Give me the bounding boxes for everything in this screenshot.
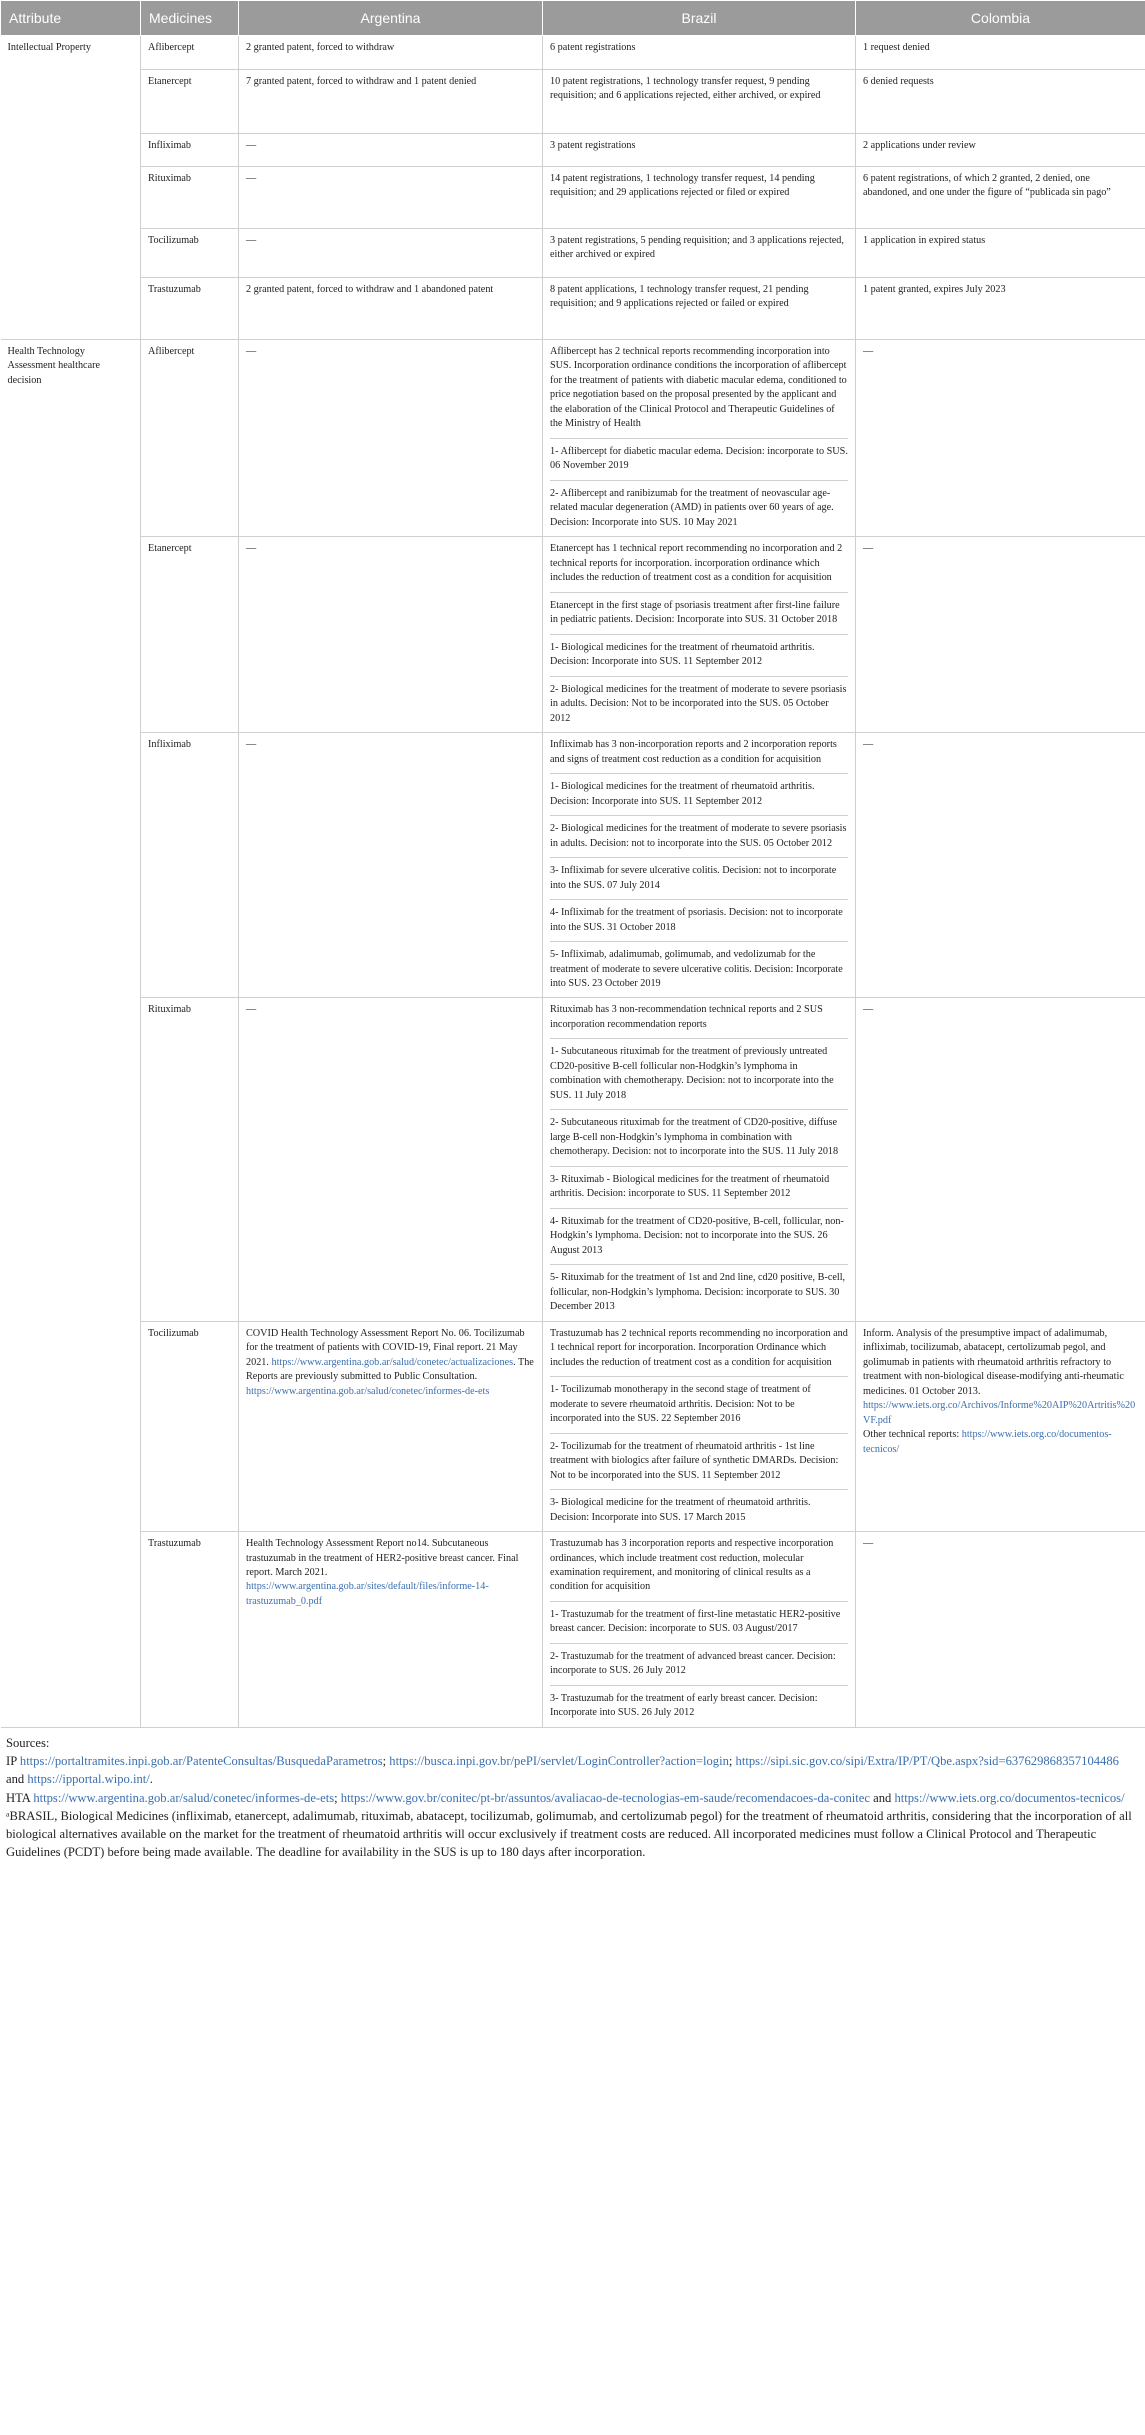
sources-ip-link[interactable]: https://busca.inpi.gov.br/pePI/servlet/LoginController?action=login (389, 1754, 729, 1769)
table-row (1, 167, 1145, 229)
argentina-report-link[interactable]: https://www.argentina.gob.ar/sites/default/files/informe-14-trastuzumab_0.pdf (246, 1581, 489, 1607)
brazil-report: 2- Aflibercept and ranibizumab for the treatment of neovascular age-related macular degeneration (AMD) in patients over 60 years of age. Decision: Incorporate into SUS. 10 May 2021 (550, 480, 848, 536)
brazil-report: Etanercept has 1 technical report recommending no incorporation and 2 technical reports for incorporation. incorporation ordinance which includes the reduction of treatment cost as a condition for acquisition (550, 543, 843, 584)
brazil-cell (543, 733, 856, 998)
argentina-report-link[interactable]: https://www.argentina.gob.ar/salud/conetec/actualizaciones (271, 1356, 514, 1368)
brazil-report: 2- Tocilizumab for the treatment of rheumatoid arthritis - 1st line treatment with biologics after failure of synthetic DMARDs. Decision: Not to be incorporated into the SUS. 11 September 2012 (550, 1433, 848, 1489)
brazil-report: 1- Biological medicines for the treatment of rheumatoid arthritis. Decision: Incorporate into SUS. 11 September 2012 (550, 634, 848, 676)
table-row (1, 229, 1145, 278)
medicine-cell: Rituximab (141, 167, 239, 229)
header-colombia: Colombia (856, 1, 1145, 36)
argentina-report-text: COVID Health Technology Assessment Report No. 06. Tocilizumab for the treatment of patients with COVID-19, Final report. 21 May 2021. (246, 1327, 525, 1368)
colombia-cell: 6 patent registrations, of which 2 granted, 2 denied, one abandoned, and one under the figure of “publicada sin pago” (856, 167, 1145, 229)
medicine-cell: Etanercept (141, 537, 239, 733)
medicine-cell: Rituximab (141, 998, 239, 1321)
sources-ip-link[interactable]: https://ipportal.wipo.int/ (27, 1772, 150, 1787)
colombia-cell: — (856, 1532, 1145, 1728)
separator-text: ; (382, 1754, 390, 1769)
medicine-cell: Trastuzumab (141, 1532, 239, 1728)
colombia-cell: — (856, 537, 1145, 733)
footnote: ᵃBRASIL, Biological Medicines (infliximab, etanercept, adalimumab, rituximab, abatacept, tocilizumab, golimumab, and certolizumab pegol) for the treatment of rheumatoid arthritis, considering that the incorporation of all biological alternatives available on the market for the treatment of rheumatoid arthritis will occur exclusively if treatment costs are reduced. All incorporated medicines must follow a Clinical Protocol and Therapeutic Guidelines (PCDT) before being made available. The deadline for availability in the SUS is up to 180 days after incorporation. (6, 1808, 1132, 1860)
table-row (1, 733, 1145, 998)
brazil-cell: 8 patent applications, 1 technology transfer request, 21 pending requisition; and 9 applications rejected or failed or expired (543, 278, 856, 340)
separator-text: ; (728, 1754, 736, 1769)
colombia-report-link[interactable]: https://www.iets.org.co/Archivos/Informe%20AIP%20Artritis%20VF.pdf (863, 1400, 1136, 1426)
colombia-report-link[interactable]: https://www.iets.org.co/documentos-tecnicos/ (863, 1429, 1112, 1455)
brazil-cell (543, 998, 856, 1321)
separator-text: and (869, 1790, 895, 1805)
brazil-report: Trastuzumab has 3 incorporation reports and respective incorporation ordinances, which include treatment cost reduction, molecular examination requirement, and monitoring of clinical results as a condition for acquisition (550, 1538, 834, 1593)
brazil-report: Rituximab has 3 non-recommendation technical reports and 2 SUS incorporation recommendation reports (550, 1004, 823, 1030)
brazil-cell (543, 537, 856, 733)
brazil-report: 4- Rituximab for the treatment of CD20-positive, B-cell, follicular, non-Hodgkin’s lymphoma. Decision: not to incorporate into the SUS. 26 August 2013 (550, 1208, 848, 1264)
argentina-cell: — (239, 229, 543, 278)
table-header-row (1, 1, 1145, 36)
brazil-report: 2- Biological medicines for the treatment of moderate to severe psoriasis in adults. Decision: Not to be incorporated into the SUS. 05 October 2012 (550, 676, 848, 732)
argentina-report-text: Health Technology Assessment Report no14. Subcutaneous trastuzumab in the treatment of HER2-positive breast cancer. Final report. March 2021. (246, 1538, 519, 1578)
brazil-report: Etanercept in the first stage of psoriasis treatment after first-line failure in pediatric patients. Decision: Incorporate into SUS. 31 October 2018 (550, 592, 848, 634)
separator-text: ; (334, 1790, 341, 1805)
brazil-report: 3- Biological medicine for the treatment of rheumatoid arthritis. Decision: Incorporate into SUS. 17 March 2015 (550, 1489, 848, 1531)
argentina-cell: — (239, 733, 543, 998)
argentina-report-text: . The Reports are previously submitted to Public Consultation. (246, 1356, 534, 1383)
header-attribute: Attribute (1, 1, 141, 36)
brazil-report: 5- Rituximab for the treatment of 1st and 2nd line, cd20 positive, B-cell, follicular, non-Hodgkin’s lymphoma. Decision: incorporate to SUS. 30 December 2013 (550, 1264, 848, 1320)
argentina-cell: 2 granted patent, forced to withdraw (239, 36, 543, 70)
brazil-cell: 14 patent registrations, 1 technology transfer request, 14 pending requisition; and 29 applications rejected or filed or expired (543, 167, 856, 229)
colombia-cell: — (856, 998, 1145, 1321)
brazil-report: 1- Biological medicines for the treatment of rheumatoid arthritis. Decision: Incorporate into SUS. 11 September 2012 (550, 773, 848, 815)
medicine-cell: Etanercept (141, 70, 239, 134)
brazil-report: 1- Tocilizumab monotherapy in the second stage of treatment of moderate to severe rheumatoid arthritis. Decision: Not to be incorporated into the SUS. 22 September 2016 (550, 1376, 848, 1432)
brazil-report: Trastuzumab has 2 technical reports recommending no incorporation and 1 technical report for incorporation. Incorporation Ordinance which includes the reduction of treatment cost as a condition for acquisition (550, 1327, 848, 1368)
sources-hta (6, 1789, 1139, 1807)
table-row (1, 537, 1145, 733)
brazil-cell: 3 patent registrations (543, 134, 856, 167)
medicine-cell: Tocilizumab (141, 229, 239, 278)
brazil-report: 1- Aflibercept for diabetic macular edema. Decision: incorporate to SUS. 06 November 2019 (550, 438, 848, 480)
argentina-cell: — (239, 134, 543, 167)
table-row (1, 134, 1145, 167)
medicine-cell: Infliximab (141, 733, 239, 998)
separator-text: . (149, 1772, 153, 1787)
brazil-report: 2- Biological medicines for the treatment of moderate to severe psoriasis in adults. Decision: not to incorporate into the SUS. 05 October 2012 (550, 815, 848, 857)
header-argentina: Argentina (239, 1, 543, 36)
brazil-report: 1- Trastuzumab for the treatment of first-line metastatic HER2-positive breast cancer. Decision: incorporate to SUS. 03 August/2017 (550, 1601, 848, 1643)
table-row (1, 340, 1145, 537)
header-medicines: Medicines (141, 1, 239, 36)
header-brazil: Brazil (543, 1, 856, 36)
brazil-report: 3- Infliximab for severe ulcerative colitis. Decision: not to incorporate into the SUS. 07 July 2014 (550, 857, 848, 899)
colombia-report-text: Inform. Analysis of the presumptive impact of adalimumab, infliximab, tocilizumab, abatacept, certolizumab pegol, and golimumab in patients with rheumatoid arthritis refractory to treatment with non-biological disease-modifying anti-rheumatic medicines. 01 October 2013. (863, 1327, 1124, 1397)
brazil-report: 3- Trastuzumab for the treatment of early breast cancer. Decision: Incorporate into SUS. 26 July 2012 (550, 1685, 848, 1727)
brazil-cell: 6 patent registrations (543, 36, 856, 70)
sources-heading: Sources: (6, 1735, 50, 1750)
colombia-report-text: Other technical reports: (863, 1429, 962, 1441)
brazil-report: 5- Infliximab, adalimumab, golimumab, and vedolizumab for the treatment of moderate to severe ulcerative colitis. Decision: Incorporate into SUS. 23 October 2019 (550, 941, 848, 997)
sources-section (0, 1728, 1145, 1862)
table-row (1, 36, 1145, 70)
sources-ip (6, 1752, 1139, 1789)
attribute-intellectual-property: Intellectual Property (1, 36, 141, 340)
colombia-cell (856, 1321, 1145, 1531)
colombia-cell: 1 application in expired status (856, 229, 1145, 278)
brazil-report: 2- Subcutaneous rituximab for the treatment of CD20-positive, diffuse large B-cell non-Hodgkin’s lymphoma in combination with chemotherapy. Decision: not to incorporate into the SUS. 11 July 2018 (550, 1109, 848, 1165)
argentina-cell (239, 1532, 543, 1728)
colombia-cell: — (856, 733, 1145, 998)
sources-hta-label: HTA (6, 1790, 34, 1805)
colombia-cell: 1 patent granted, expires July 2023 (856, 278, 1145, 340)
argentina-cell: 7 granted patent, forced to withdraw and 1 patent denied (239, 70, 543, 134)
colombia-cell: 1 request denied (856, 36, 1145, 70)
table-row (1, 1532, 1145, 1728)
colombia-cell: — (856, 340, 1145, 537)
argentina-cell: — (239, 167, 543, 229)
sources-hta-link[interactable]: https://www.gov.br/conitec/pt-br/assuntos/avaliacao-de-tecnologias-em-saude/recomendacoes-da-conitec (340, 1790, 870, 1805)
attribute-hta: Health Technology Assessment healthcare decision (1, 340, 141, 1728)
medicine-cell: Aflibercept (141, 36, 239, 70)
medicine-cell: Infliximab (141, 134, 239, 167)
argentina-cell: — (239, 340, 543, 537)
medicine-cell: Trastuzumab (141, 278, 239, 340)
sources-ip-link[interactable]: https://sipi.sic.gov.co/sipi/Extra/IP/PT/Qbe.aspx?sid=637629868357104486 (735, 1754, 1119, 1769)
sources-hta-link[interactable]: https://www.iets.org.co/documentos-tecnicos/ (894, 1790, 1125, 1805)
argentina-report-link[interactable]: https://www.argentina.gob.ar/salud/conetec/informes-de-ets (246, 1385, 490, 1397)
brazil-cell: 3 patent registrations, 5 pending requisition; and 3 applications rejected, either archived or expired (543, 229, 856, 278)
colombia-cell: 6 denied requests (856, 70, 1145, 134)
colombia-cell: 2 applications under review (856, 134, 1145, 167)
brazil-report: Infliximab has 3 non-incorporation reports and 2 incorporation reports and signs of treatment cost reduction as a condition for acquisition (550, 739, 837, 765)
sources-ip-label: IP (6, 1754, 20, 1769)
brazil-report: Aflibercept has 2 technical reports recommending incorporation into SUS. Incorporation ordinance conditions the incorporation of aflibercept for the treatment of patients with diabetic macular edema, conditioned to price negotiation based on the proposal presented by the applicant and the elaboration of the Clinical Protocol and Therapeutic Guidelines of the Ministry of Health (550, 346, 847, 430)
brazil-cell (543, 1532, 856, 1728)
table-row (1, 70, 1145, 134)
argentina-cell (239, 1321, 543, 1531)
brazil-cell (543, 1321, 856, 1531)
sources-hta-link[interactable]: https://www.argentina.gob.ar/salud/conetec/informes-de-ets (33, 1790, 335, 1805)
table-row (1, 278, 1145, 340)
brazil-report: 2- Trastuzumab for the treatment of advanced breast cancer. Decision: incorporate to SUS. 26 July 2012 (550, 1643, 848, 1685)
argentina-cell: — (239, 537, 543, 733)
brazil-report: 3- Rituximab - Biological medicines for the treatment of rheumatoid arthritis. Decision: incorporate to SUS. 11 September 2012 (550, 1166, 848, 1208)
brazil-report: 4- Infliximab for the treatment of psoriasis. Decision: not to incorporate into the SUS. 31 October 2018 (550, 899, 848, 941)
argentina-cell: 2 granted patent, forced to withdraw and 1 abandoned patent (239, 278, 543, 340)
brazil-cell (543, 340, 856, 537)
medicine-cell: Tocilizumab (141, 1321, 239, 1531)
brazil-cell: 10 patent registrations, 1 technology transfer request, 9 pending requisition; and 6 applications rejected, either archived, or expired (543, 70, 856, 134)
brazil-report: 1- Subcutaneous rituximab for the treatment of previously untreated CD20-positive B-cell follicular non-Hodgkin’s lymphoma in combination with chemotherapy. Decision: not to incorporate into the SUS. 11 July 2018 (550, 1038, 848, 1109)
table-row (1, 998, 1145, 1321)
table-row (1, 1321, 1145, 1531)
separator-text: and (6, 1772, 28, 1787)
sources-ip-link[interactable]: https://portaltramites.inpi.gob.ar/PatenteConsultas/BusquedaParametros (19, 1754, 383, 1769)
medicine-cell: Aflibercept (141, 340, 239, 537)
argentina-cell: — (239, 998, 543, 1321)
